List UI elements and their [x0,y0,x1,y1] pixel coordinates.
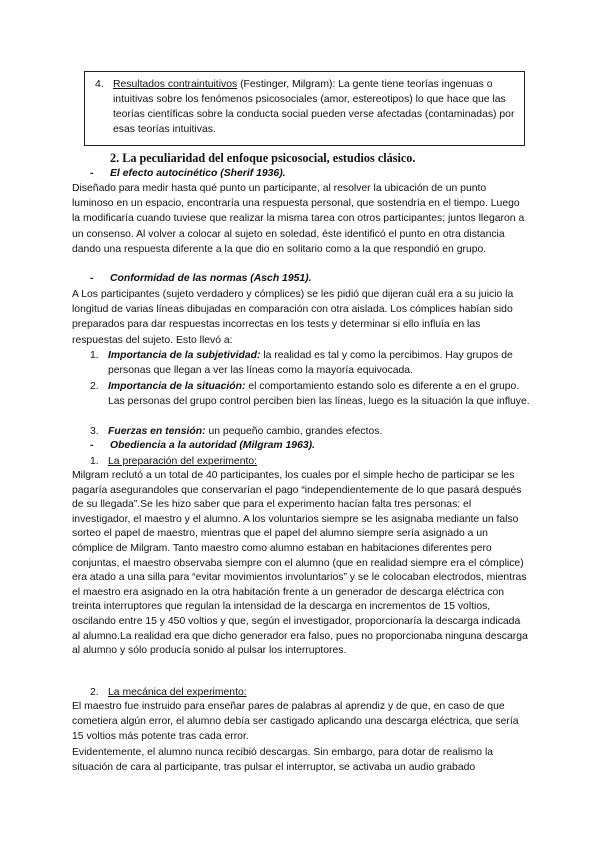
bullet-title: El efecto autocinético (Sherif 1936). [110,168,286,179]
item-label: Importancia de la situación: [108,381,246,392]
item-number: 3. [90,426,99,437]
item-content [108,379,530,409]
item-number: 1. [90,350,99,361]
milgram-subheading-1 [90,454,530,469]
subheading-title: La preparación del experimento: [108,456,258,467]
bordered-note-box [84,71,525,146]
bullet-title: Conformidad de las normas (Asch 1951). [110,273,312,284]
item-title: Resultados contraintuitivos [113,79,238,90]
item-number: 2. [90,687,99,698]
item-content [113,77,520,137]
item-text: la realidad es tal y como la percibimos. Hay grupos de personas que llegan a ver las líneas como la mayoría equivocada. [108,350,513,377]
bullet-title: Obediencia a la autoridad (Milgram 1963). [110,440,315,451]
asch-item-1 [90,348,530,378]
subheading-title: La mecánica del experimento: [108,687,247,698]
paragraph-asch: A Los participantes (sujeto verdadero y cómplices) se les pidió que dijeran cuál era a su juicio la longitud de varias líneas dibujadas en comparación con otra aislada. Los cómplices habían sido preparados para dar respuestas incorrectas en los tests y determinar si ello influía en las respuestas del sujeto. Esto llevó a: [72,289,514,346]
bullet-sherif [90,167,286,181]
item-content [108,424,530,439]
asch-item-3 [90,424,530,439]
section-heading: 2. La peculiaridad del enfoque psicosocial, estudios clásico. [110,151,416,165]
item-label: Importancia de la subjetividad: [108,350,261,361]
paragraph-sherif: Diseñado para medir hasta qué punto un participante, al resolver la ubicación de un punto luminoso en un espacio, encontraría una respuesta personal, que sostendría en el tiempo. Luego la modificaría cuando tuviese que realizar la misma tarea con otros participantes; juntos llegaron a un consenso. Al volver a colocar al sujeto en soledad, éste identificó el punto en otra distancia dando una respuesta diferente a la que dio en solitario como a la que respondió en grupo. [72,183,525,255]
paragraph-milgram-preparation: Milgram reclutó a un total de 40 participantes, los cuales por el simple hecho de participar se les pagaría asegurandoles que conservarían el pago “independientemente de lo que pasará después de su llegada”.Se les hizo saber que para el experimento hacían falta tres personas: el investigador, el maestro y el alumno. A los voluntarios siempre se les asignaba mediante un falso sorteo el papel de maestro, mientras que el papel del alumno siempre sería asignado a un cómplice de Milgram. Tanto maestro como alumno estaban en habitaciones diferentes pero conjuntas, el maestro observaba siempre con el alumno (que en realidad siempre era el cómplice) era atado a una silla para “evitar movimientos involuntarios” y se le colocaban electrodos, mientras el maestro era asignado en la otra habitación frente a un generador de descarga eléctrica con treinta interruptores que regulan la intensidad de la descarga en incrementos de 15 voltios, oscilando entre 15 y 450 voltios y que, según el investigador, proporcionaría la descarga indicada al alumno.La realidad era que dicho generador era falso, pues no proporcionaba ninguna descarga al alumno y sólo producía sonido al pulsar los interruptores. [72,470,528,657]
item-number: 2. [90,381,99,392]
asch-item-2 [90,379,530,409]
milgram-subheading-2 [90,685,530,700]
item-text: el comportamiento estando solo es diferente a en el grupo. Las personas del grupo control perciben bien las líneas, luego es la situación la que influye. [108,381,530,408]
bullet-asch [90,272,312,286]
item-label: Fuerzas en tensión: [108,426,206,437]
bullet-dash: - [90,440,94,451]
paragraph-milgram-evidently: Evidentemente, el alumno nunca recibió descargas. Sin embargo, para dotar de realismo la situación de cara al participante, tras pulsar el interruptor, se activaba un audio grabado [72,747,494,774]
bullet-milgram [90,439,315,453]
item-content [108,348,530,378]
item-text: un pequeño cambio, grandes efectos. [205,426,383,437]
numbered-item-4 [95,77,520,137]
item-number: 1. [90,456,99,467]
paragraph-milgram-mechanics: El maestro fue instruido para enseñar pares de palabras al aprendiz y de que, en caso de que cometiera algún error, el alumno debía ser castigado aplicando una descarga eléctrica, que sería 15 voltios más potente tras cada error. [72,701,519,743]
bullet-dash: - [90,168,94,179]
item-number: 4. [95,79,104,90]
item-text: (Festinger, Milgram): La gente tiene teorías ingenuas o intuitivas sobre los fenómenos psicosociales (amor, estereotipos) lo que hace que las teorías científicas sobre la conducta social pueden verse afectadas (contaminadas) por esas teorías intuitivas. [113,79,515,135]
bullet-dash: - [90,273,94,284]
